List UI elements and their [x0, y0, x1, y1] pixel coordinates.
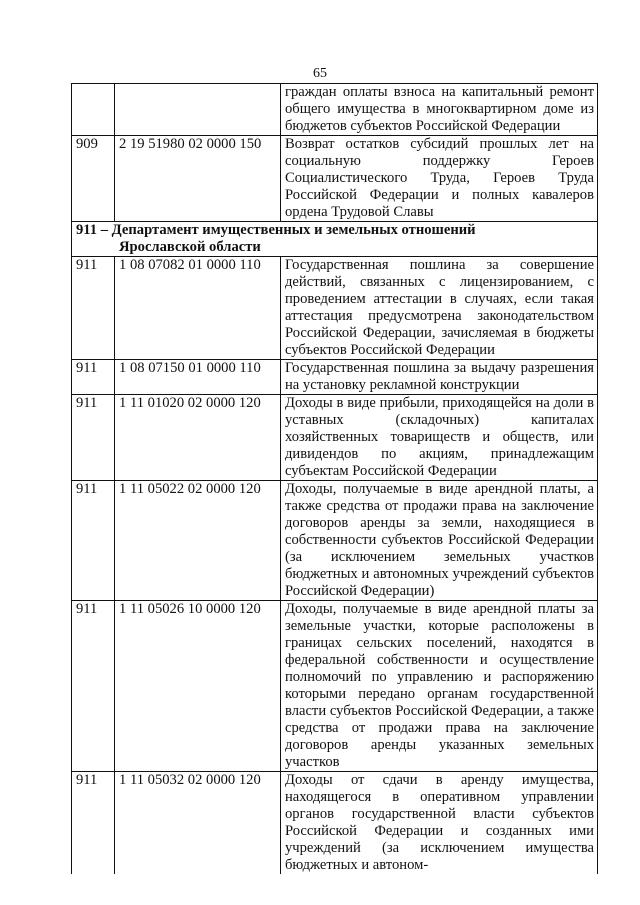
- classification-code-cell: 2 19 51980 02 0000 150: [115, 136, 281, 222]
- admin-code-cell: 909: [72, 136, 115, 222]
- classification-code-cell: [115, 84, 281, 136]
- table-row: [72, 136, 598, 222]
- revenue-name-cell: Доходы, получаемые в виде арендной платы за земельные участки, которые расположены в границах сельских поселений, находятся в федеральной собственности и осуществление полномочий по управлению и распоряжению которыми передано органам государственной власти субъектов Российской Федерации, а также средства от продажи права на заключение договоров аренды указанных земельных участков: [281, 601, 598, 772]
- section-title-line1: 911 – Департамент имущественных и земельных отношений: [76, 222, 476, 238]
- revenue-name-cell: Возврат остатков субсидий прошлых лет на социальную поддержку Героев Социалистического Труда, Героев Труда Российской Федерации и полных кавалеров ордена Трудовой Славы: [281, 136, 598, 222]
- budget-revenue-table: [71, 83, 598, 874]
- table-row: [72, 601, 598, 772]
- section-header-row: [72, 222, 598, 257]
- admin-code-cell: 911: [72, 257, 115, 360]
- admin-code-cell: 911: [72, 601, 115, 772]
- admin-code-cell: [72, 84, 115, 136]
- admin-code-cell: 911: [72, 360, 115, 395]
- table-row: [72, 395, 598, 481]
- admin-code-cell: 911: [72, 481, 115, 601]
- revenue-name-cell: Доходы от сдачи в аренду имущества, находящегося в оперативном управлении органов государственной власти субъектов Российской Федерации и созданных ими учреждений (за исключением имущества бюджетных и автоном-: [281, 772, 598, 875]
- revenue-name-cell: Государственная пошлина за совершение действий, связанных с лицензированием, с проведением аттестации в случаях, если такая аттестация предусмотрена законодательством Российской Федерации, зачисляемая в бюджеты субъектов Российской Федерации: [281, 257, 598, 360]
- revenue-name-cell: Государственная пошлина за выдачу разрешения на установку рекламной конструкции: [281, 360, 598, 395]
- classification-code-cell: 1 11 01020 02 0000 120: [115, 395, 281, 481]
- admin-code-cell: 911: [72, 395, 115, 481]
- section-header-cell: [72, 222, 598, 257]
- revenue-name-cell: Доходы в виде прибыли, приходящейся на доли в уставных (складочных) капиталах хозяйственных товариществ и обществ, или дивидендов по акциям, принадлежащим субъектам Российской Федерации: [281, 395, 598, 481]
- classification-code-cell: 1 11 05022 02 0000 120: [115, 481, 281, 601]
- table-row: [72, 257, 598, 360]
- table-row: [72, 84, 598, 136]
- classification-code-cell: 1 08 07082 01 0000 110: [115, 257, 281, 360]
- table-row: [72, 360, 598, 395]
- revenue-name-cell: Доходы, получаемые в виде арендной платы, а также средства от продажи права на заключение договоров аренды за земли, находящиеся в собственности субъектов Российской Федерации (за исключением земельных участков бюджетных и автономных учреждений субъектов Российской Федерации): [281, 481, 598, 601]
- classification-code-cell: 1 11 05032 02 0000 120: [115, 772, 281, 875]
- table-row: [72, 772, 598, 875]
- classification-code-cell: 1 11 05026 10 0000 120: [115, 601, 281, 772]
- table-row: [72, 481, 598, 601]
- classification-code-cell: 1 08 07150 01 0000 110: [115, 360, 281, 395]
- admin-code-cell: 911: [72, 772, 115, 875]
- section-title-line2: Ярославской области: [119, 239, 261, 255]
- page-number: 65: [313, 66, 327, 81]
- revenue-name-cell: граждан оплаты взноса на капитальный ремонт общего имущества в многоквартирном доме из бюджетов субъектов Российской Федерации: [281, 84, 598, 136]
